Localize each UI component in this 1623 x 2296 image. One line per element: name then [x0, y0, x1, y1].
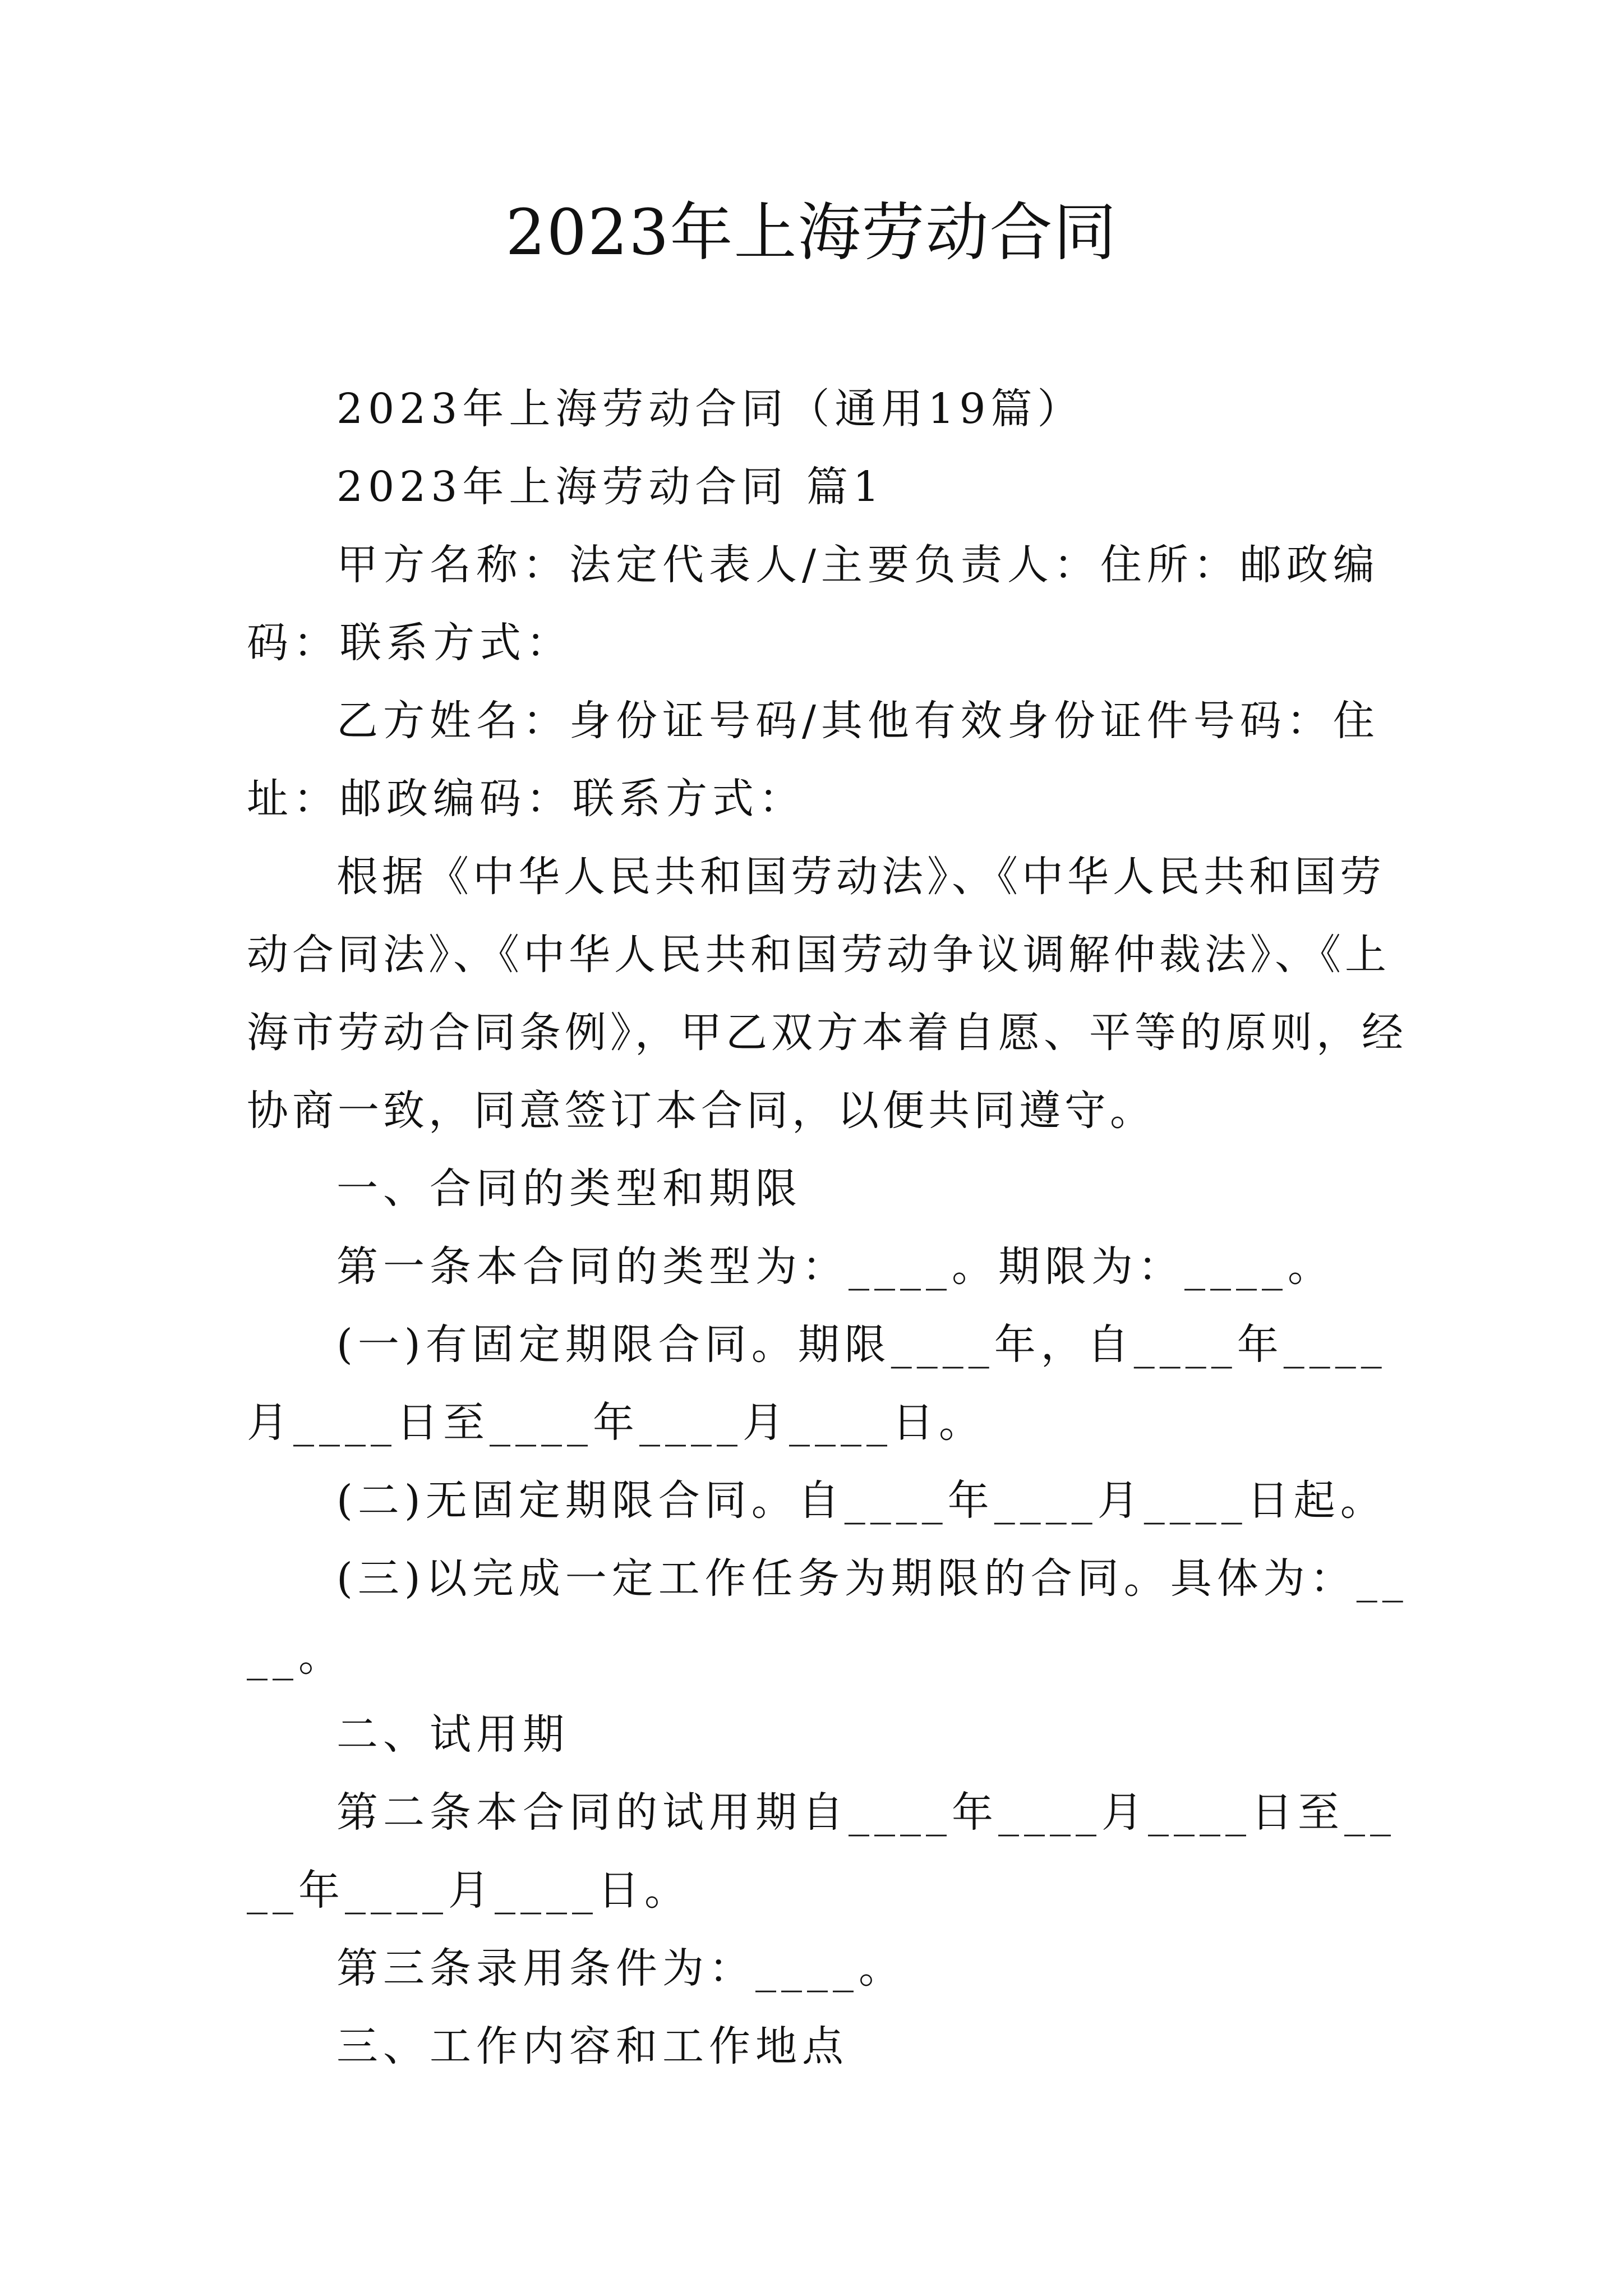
paragraph-article-3: 第三条录用条件为：____。: [336, 1944, 905, 1993]
paragraph-article-1: 第一条本合同的类型为：____。期限为：____。: [336, 1243, 1334, 1291]
paragraph-heading-probation: 二、试用期: [336, 1710, 569, 1759]
paragraph-party-b: 乙方姓名：身份证号码/其他有效身份证件号码：住址：邮政编码：联系方式：: [247, 697, 1380, 823]
paragraph-fixed-term: (一)有固定期限合同。期限____年，自____年____月____日至____年____月____日。: [247, 1320, 1387, 1447]
paragraph-section-heading: 2023年上海劳动合同 篇1: [336, 463, 884, 511]
paragraph-open-ended: (二)无固定期限合同。自____年____月____日起。: [336, 1476, 1387, 1525]
paragraph-subtitle: 2023年上海劳动合同（通用19篇）: [336, 385, 1084, 433]
paragraph-heading-work-content: 三、工作内容和工作地点: [336, 2022, 849, 2070]
paragraph-task-based: (三)以完成一定工作任务为期限的合同。具体为：____。: [247, 1554, 1408, 1681]
paragraph-preamble: 根据《中华人民共和国劳动法》、《中华人民共和国劳动合同法》、《中华人民共和国劳动争议调解仲裁法》、《上海市劳动合同条例》，甲乙双方本着自愿、平等的原则，经协商一致，同意签订本合同，以便共同遵守。: [247, 853, 1407, 1135]
paragraph-party-a: 甲方名称：法定代表人/主要负责人：住所：邮政编码：联系方式：: [247, 541, 1380, 667]
paragraph-article-2: 第二条本合同的试用期自____年____月____日至____年____月____日。: [247, 1788, 1396, 1915]
paragraph-heading-contract-type: 一、合同的类型和期限: [336, 1165, 802, 1213]
document-title: 2023年上海劳动合同: [505, 196, 1118, 269]
document-body: [247, 370, 1413, 2086]
